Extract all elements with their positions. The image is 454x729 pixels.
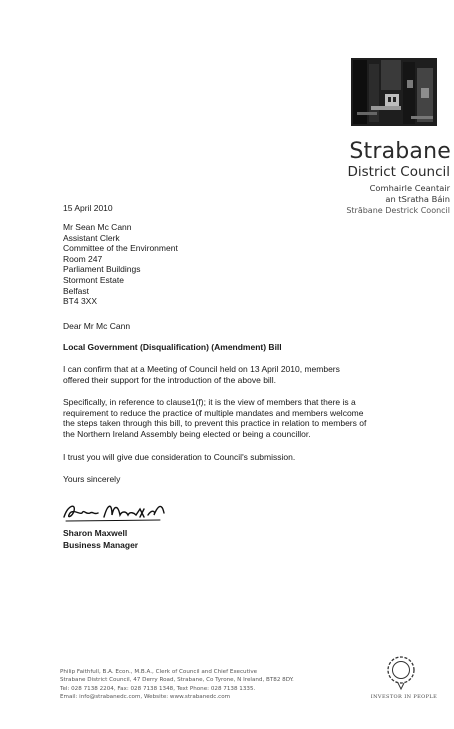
signatory-title: Business Manager [63,540,139,550]
paragraph-line: I trust you will give due consideration to Council's submission. [63,452,296,462]
council-logo-name: Strabane [349,139,451,164]
address-line: BT4 3XX [63,296,98,307]
council-logo-irish-line-2: an tSratha Báin [385,194,450,204]
body-paragraph [63,364,340,385]
investor-in-people-label: INVESTOR IN PEOPLE [370,694,438,700]
investor-in-people-logo-icon [384,653,418,691]
paragraph-line: Specifically, in reference to clause1(f); it is the view of members that there is a [63,397,356,407]
salutation: Dear Mr Mc Cann [63,321,131,331]
council-logo-ulster-scots: Strābane Destrick Cooncil [346,206,450,215]
footer-line: Philip Faithfull, B.A. Econ., M.B.A., Clerk of Council and Chief Executive [60,669,258,675]
letter-footer [60,668,294,702]
footer-line: Strabane District Council, 47 Derry Road, Strabane, Co Tyrone, N Ireland, BT82 8DY. [60,677,294,684]
address-line: Stormont Estate [63,274,124,285]
footer-line: Tel: 028 7138 2204, Fax: 028 7138 1348, Text Phone: 028 7138 1335. [60,685,256,692]
address-line: Belfast [63,285,89,296]
council-logo-subtitle: District Council [347,164,450,180]
council-logo-graphic [351,58,437,126]
address-line: Mr Sean Mc Cann [63,222,132,232]
address-line: Assistant Clerk [63,232,120,243]
body-paragraph [63,397,366,439]
address-line: Committee of the Environment [63,243,178,254]
recipient-address [63,222,178,307]
address-line: Room 247 [63,253,103,264]
closing: Yours sincerely [63,474,121,484]
letter-subject: Local Government (Disqualification) (Amendment) Bill [63,342,282,352]
paragraph-line: I can confirm that at a Meeting of Council held on 13 April 2010, members [63,364,340,374]
paragraph-line: offered their support for the introduction of the above bill. [63,374,276,385]
council-logo-irish-line-1: Comhairle Ceantair [369,183,450,193]
handwritten-signature [60,495,170,525]
footer-line: Email: info@strabanedc.com, Website: www.strabanedc.com [60,694,231,701]
paragraph-line: the Northern Ireland Assembly being elected or being a councillor. [63,428,311,439]
paragraph-line: requirement to reduce the practice of multiple mandates and members welcome [63,407,364,418]
body-paragraph [63,452,295,463]
paragraph-line: the steps taken through this bill, to prevent this practice in relation to members of [63,418,367,429]
letter-date: 15 April 2010 [63,203,113,213]
signatory-name: Sharon Maxwell [63,528,128,538]
address-line: Parliament Buildings [63,264,141,275]
